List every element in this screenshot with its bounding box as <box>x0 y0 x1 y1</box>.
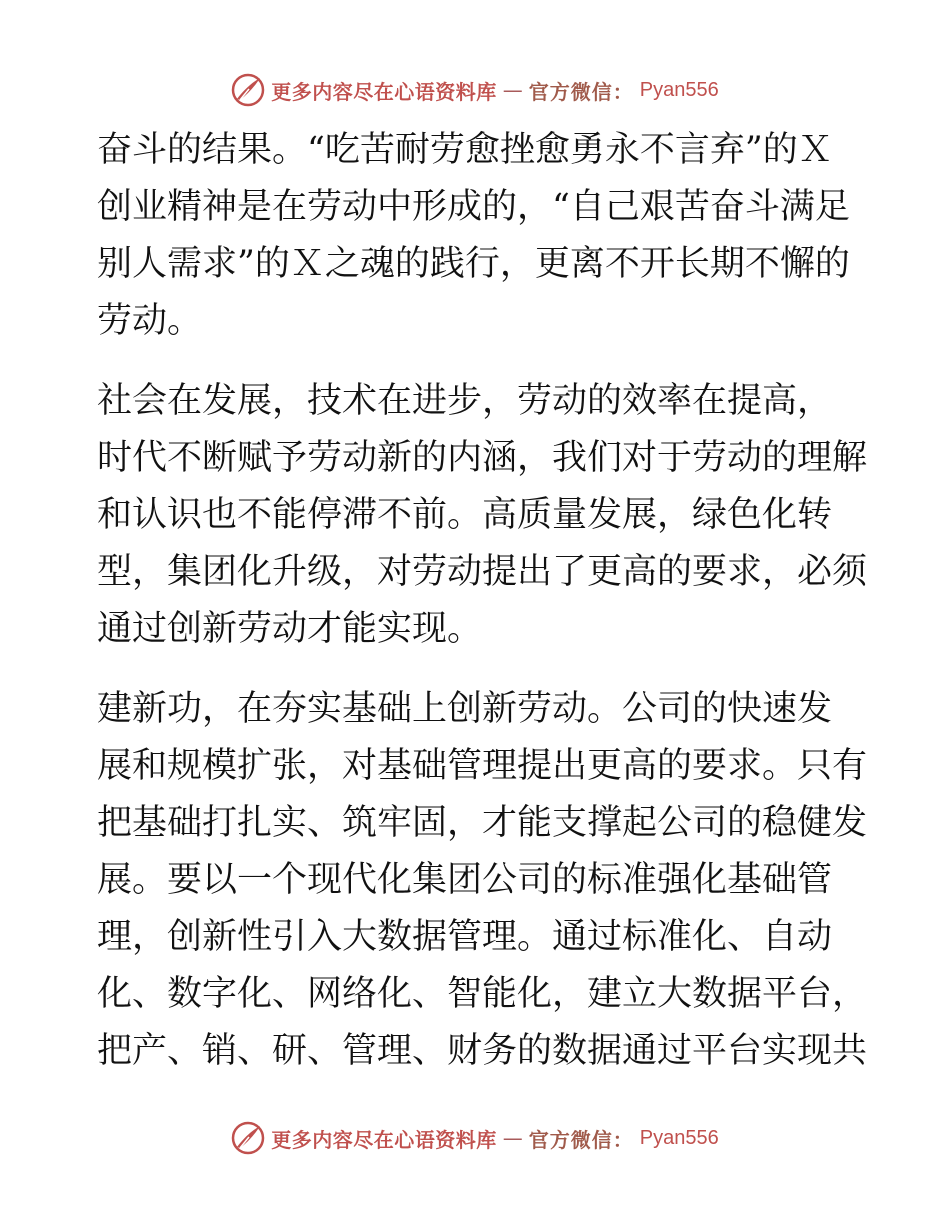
text-line: 劳动。 <box>97 301 203 341</box>
footer-site-text: 更多内容尽在心语资料库 <box>271 1127 497 1152</box>
text-line: 建新功，在夯实基础上创新劳动。公司的快速发 <box>97 689 833 729</box>
text-line: 通过创新劳动才能实现。 <box>97 609 483 649</box>
header-wechat-id: Pyan556 <box>639 78 719 101</box>
footer-dash: — <box>502 1126 523 1150</box>
document-body <box>97 122 868 1080</box>
text-line: 型，集团化升级，对劳动提出了更高的要求，必须 <box>97 552 868 592</box>
text-line: 奋斗的结果。“吃苦耐劳愈挫愈勇永不言弃”的Ｘ <box>97 130 833 170</box>
text-line: 展和规模扩张，对基础管理提出更高的要求。只有 <box>97 746 868 786</box>
text-line: 展。要以一个现代化集团公司的标准强化基础管 <box>97 860 833 900</box>
text-line: 创业精神是在劳动中形成的，“自己艰苦奋斗满足 <box>97 187 850 227</box>
paragraph-1 <box>97 122 857 350</box>
text-line: 理，创新性引入大数据管理。通过标准化、自动 <box>97 917 833 957</box>
text-line: 把产、销、研、管理、财务的数据通过平台实现共 <box>97 1031 868 1071</box>
header-site-text: 更多内容尽在心语资料库 <box>271 79 497 104</box>
paragraph-2 <box>97 373 868 658</box>
footer-wechat-id: Pyan556 <box>639 1126 719 1149</box>
paragraph-gap <box>97 658 857 681</box>
header-banner <box>0 70 950 110</box>
quill-pen-logo-icon <box>231 1121 265 1155</box>
text-line: 和认识也不能停滞不前。高质量发展，绿色化转 <box>97 495 833 535</box>
header-dash: — <box>502 78 523 102</box>
text-line: 别人需求”的Ｘ之魂的践行，更离不开长期不懈的 <box>97 244 850 284</box>
text-line: 把基础打扎实、筑牢固，才能支撑起公司的稳健发 <box>97 803 868 843</box>
text-line: 化、数字化、网络化、智能化，建立大数据平台， <box>97 974 868 1014</box>
footer-banner <box>0 1118 950 1158</box>
text-line: 时代不断赋予劳动新的内涵，我们对于劳动的理解 <box>97 438 868 478</box>
header-wechat-label: 官方微信： <box>528 79 634 104</box>
footer-wechat-label: 官方微信： <box>528 1127 634 1152</box>
quill-pen-logo-icon <box>231 73 265 107</box>
paragraph-gap <box>97 350 857 373</box>
text-line: 社会在发展，技术在进步，劳动的效率在提高， <box>97 381 833 421</box>
paragraph-3 <box>97 681 868 1080</box>
